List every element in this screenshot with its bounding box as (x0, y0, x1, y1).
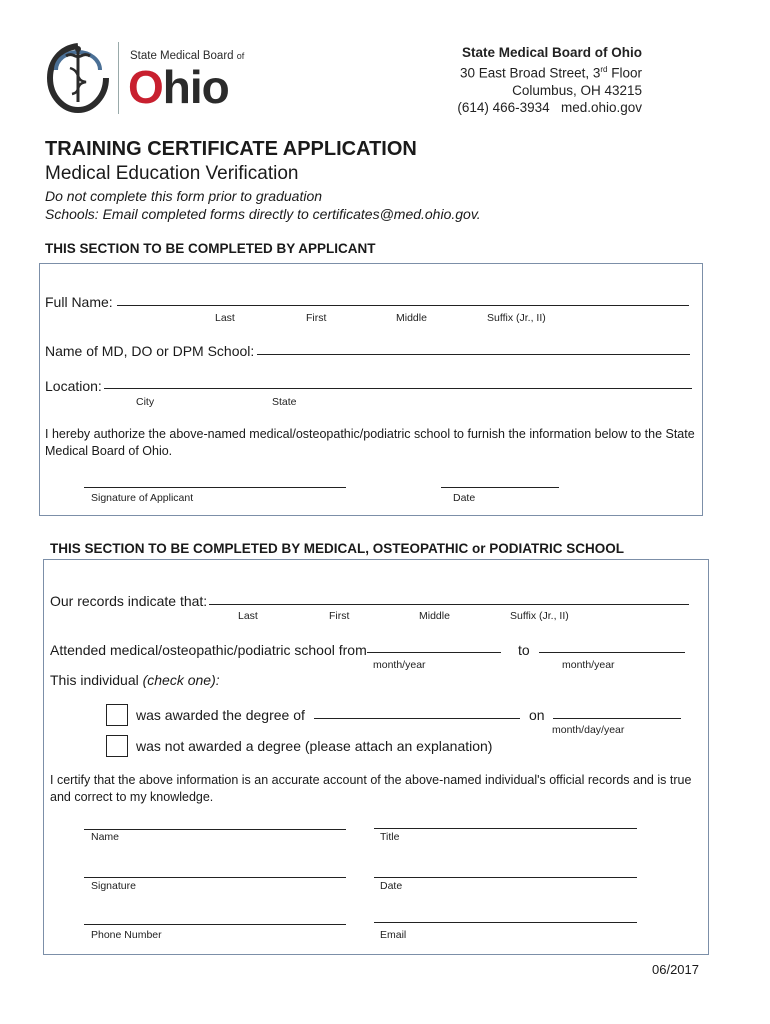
applicant-date-field[interactable] (441, 487, 559, 488)
school-name-label: Name of MD, DO or DPM School: (45, 343, 255, 359)
school-name-field[interactable] (257, 354, 690, 355)
awarded-checkbox[interactable] (106, 704, 128, 726)
attended-to-field[interactable] (539, 652, 685, 653)
full-name-field[interactable] (117, 305, 689, 306)
location-city: City (136, 396, 155, 408)
certifier-date-label: Date (380, 880, 403, 892)
logo-ohio-rest: hio (162, 61, 229, 113)
applicant-signature-field[interactable] (84, 487, 346, 488)
certifier-name-label: Name (91, 831, 120, 843)
attended-from-field[interactable] (367, 652, 501, 653)
certifier-name-field[interactable] (84, 829, 346, 830)
records-name-field[interactable] (209, 604, 689, 605)
location-state: State (272, 396, 297, 408)
to-month-year-label: month/year (562, 659, 615, 671)
certifier-signature-label: Signature (91, 880, 136, 892)
board-name: State Medical Board of Ohio (461, 45, 642, 60)
certifier-title-label: Title (380, 831, 400, 843)
school-name-part-last: Last (238, 610, 258, 622)
location-field[interactable] (104, 388, 692, 389)
section1-box (39, 263, 703, 516)
note-email: Schools: Email completed forms directly to certificates@med.ohio.gov. (45, 206, 481, 222)
name-part-suffix: Suffix (Jr., II) (487, 312, 546, 324)
page-title: TRAINING CERTIFICATE APPLICATION (45, 138, 417, 160)
board-phone-web: (614) 466-3934 med.ohio.gov (457, 99, 642, 115)
certifier-email-field[interactable] (374, 922, 637, 923)
certifier-signature-field[interactable] (84, 877, 346, 878)
degree-field[interactable] (314, 718, 520, 719)
awarded-on-label: on (529, 707, 545, 723)
not-awarded-label: was not awarded a degree (please attach an explanation) (136, 738, 493, 754)
certifier-date-field[interactable] (374, 877, 637, 878)
records-label: Our records indicate that: (50, 593, 208, 609)
logo-ohio-wordmark (128, 62, 229, 112)
awarded-label: was awarded the degree of (136, 707, 305, 723)
logo-line1: State Medical Board of (130, 50, 245, 62)
logo-ohio-o-letter: O (128, 61, 163, 113)
name-part-middle: Middle (396, 312, 427, 324)
individual-label: This individual (check one): (50, 672, 220, 688)
full-name-label: Full Name: (45, 294, 113, 310)
certifier-phone-label: Phone Number (91, 929, 162, 941)
logo-divider (118, 42, 119, 114)
certifier-phone-field[interactable] (84, 924, 346, 925)
attended-label: Attended medical/osteopathic/podiatric school from (50, 642, 367, 658)
form-version-date: 06/2017 (652, 962, 699, 977)
section2-box (43, 559, 709, 955)
not-awarded-checkbox[interactable] (106, 735, 128, 757)
month-day-year-label: month/day/year (552, 724, 625, 736)
ohio-board-logo (46, 42, 251, 116)
attended-to-label: to (518, 642, 530, 658)
location-label: Location: (45, 378, 102, 394)
from-month-year-label: month/year (373, 659, 426, 671)
applicant-signature-label: Signature of Applicant (91, 492, 194, 504)
board-city: Columbus, OH 43215 (512, 82, 642, 98)
board-address (457, 44, 642, 116)
name-part-first: First (306, 312, 327, 324)
section1-heading: THIS SECTION TO BE COMPLETED BY APPLICANT (45, 241, 376, 256)
awarded-date-field[interactable] (553, 718, 681, 719)
certifier-email-label: Email (380, 929, 407, 941)
page-subtitle: Medical Education Verification (45, 163, 299, 184)
note-graduation: Do not complete this form prior to graduation (45, 188, 323, 204)
certifier-title-field[interactable] (374, 828, 637, 829)
section2-heading: THIS SECTION TO BE COMPLETED BY MEDICAL, OSTEOPATHIC or PODIATRIC SCHOOL (50, 541, 625, 556)
applicant-date-label: Date (453, 492, 476, 504)
board-street: 30 East Broad Street, 3rd Floor (460, 65, 642, 81)
caduceus-icon (46, 42, 110, 114)
authorization-text: I hereby authorize the above-named medical/osteopathic/podiatric school to furnish the information below to the State Medical Board of Ohio. (45, 427, 695, 458)
school-name-part-suffix: Suffix (Jr., II) (510, 610, 569, 622)
certify-text: I certify that the above information is an accurate account of the above-named individual's official records and is true and correct to my knowledge. (50, 773, 692, 804)
school-name-part-middle: Middle (419, 610, 450, 622)
school-name-part-first: First (329, 610, 350, 622)
name-part-last: Last (215, 312, 235, 324)
